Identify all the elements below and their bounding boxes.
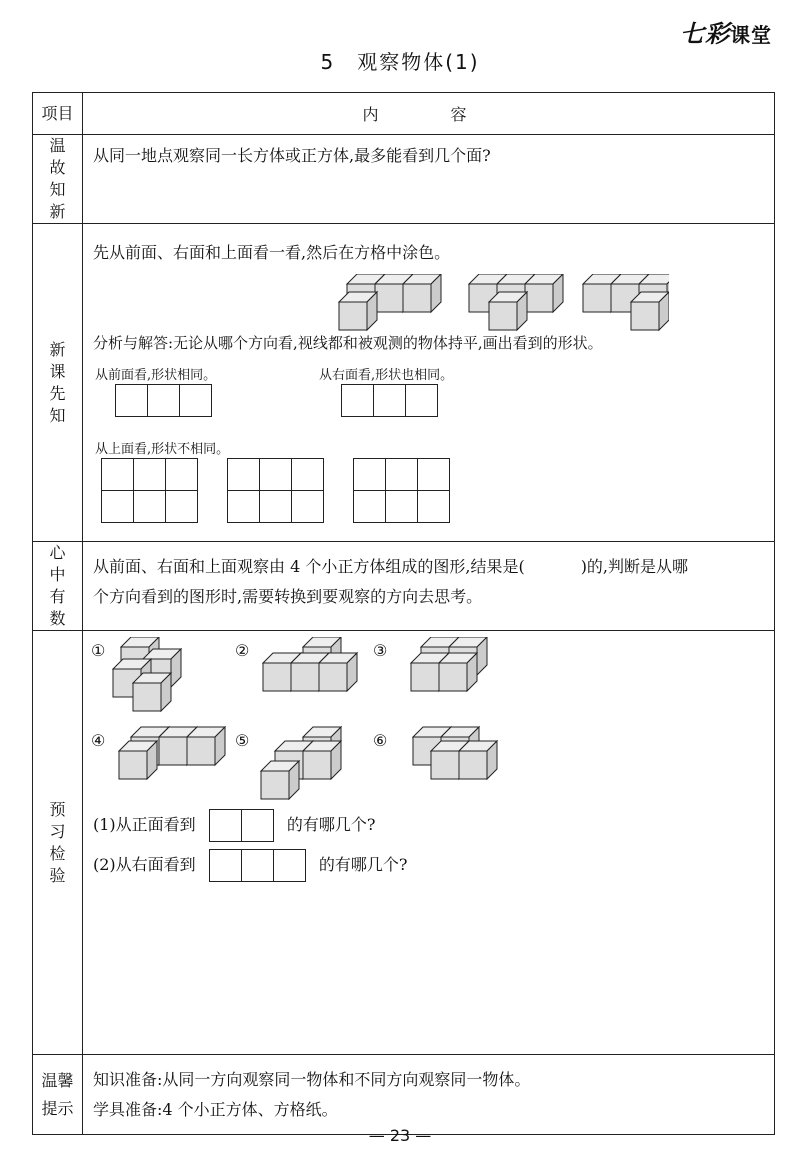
preview-figure-6 bbox=[413, 727, 497, 779]
summary-line-2: 个方向看到的图形时,需要转换到要观察的方向去思考。 bbox=[93, 587, 483, 606]
tips-cell bbox=[83, 1055, 775, 1135]
question-2: (2)从右面看到 的有哪几个? bbox=[93, 849, 407, 882]
right-note: 从右面看,形状也相同。 bbox=[319, 368, 454, 383]
front-note: 从前面看,形状相同。 bbox=[95, 368, 217, 383]
tips-line-1: 知识准备:从同一方向观察同一物体和不同方向观察同一物体。 bbox=[93, 1070, 531, 1089]
analysis-text: 分析与解答:无论从哪个方向看,视线都和被观测的物体持平,画出看到的形状。 bbox=[93, 334, 603, 352]
top-grid-1[interactable] bbox=[101, 458, 198, 523]
summary-cell bbox=[83, 542, 775, 631]
figure-1-number: ① bbox=[91, 641, 106, 660]
example-cube-a bbox=[339, 274, 441, 330]
top-grid-2[interactable] bbox=[227, 458, 324, 523]
right-grid[interactable] bbox=[341, 384, 438, 417]
figure-6-number: ⑥ bbox=[373, 731, 388, 750]
header-item: 项目 bbox=[33, 93, 83, 135]
label-tips: 温馨 提示 bbox=[33, 1055, 83, 1135]
figure-4-number: ④ bbox=[91, 731, 106, 750]
top-grid-3[interactable] bbox=[353, 458, 450, 523]
preview-figure-5 bbox=[261, 727, 341, 799]
review-cell bbox=[83, 135, 775, 224]
header-content: 内 容 bbox=[83, 93, 775, 135]
label-review: 温 故 知 新 bbox=[33, 135, 83, 224]
page-number: — 23 — bbox=[368, 1126, 432, 1145]
example-cube-c bbox=[583, 274, 669, 330]
preview-figure-2 bbox=[263, 637, 357, 691]
preview-cell bbox=[83, 631, 775, 1055]
figure-5-number: ⑤ bbox=[235, 731, 250, 750]
figure-2-number: ② bbox=[235, 641, 250, 660]
review-question: 从同一地点观察同一长方体或正方体,最多能看到几个面? bbox=[93, 146, 491, 165]
question-2-grid bbox=[209, 849, 306, 882]
tips-line-2: 学具准备:4 个小正方体、方格纸。 bbox=[93, 1100, 338, 1119]
instruction-text: 先从前面、右面和上面看一看,然后在方格中涂色。 bbox=[93, 243, 451, 262]
preview-figure-1 bbox=[113, 637, 181, 711]
front-grid[interactable] bbox=[115, 384, 212, 417]
example-cube-b bbox=[469, 274, 563, 330]
lesson-table bbox=[32, 92, 775, 1135]
preview-figures bbox=[103, 637, 503, 807]
question-1-grid bbox=[209, 809, 274, 842]
preview-figure-3 bbox=[411, 637, 487, 691]
brand-logo: 七彩课堂 bbox=[680, 20, 772, 48]
label-new-lesson: 新 课 先 知 bbox=[33, 224, 83, 542]
label-summary: 心 中 有 数 bbox=[33, 542, 83, 631]
label-preview: 预 习 检 验 bbox=[33, 631, 83, 1055]
new-lesson-cell bbox=[83, 224, 775, 542]
summary-line-1: 从前面、右面和上面观察由 4 个小正方体组成的图形,结果是( )的,判断是从哪 bbox=[93, 557, 689, 576]
page-title: 5 观察物体(1) bbox=[320, 50, 480, 74]
example-cubes-figure bbox=[309, 274, 669, 334]
top-note: 从上面看,形状不相同。 bbox=[95, 442, 230, 457]
question-1: (1)从正面看到 的有哪几个? bbox=[93, 809, 375, 842]
figure-3-number: ③ bbox=[373, 641, 388, 660]
preview-figure-4 bbox=[119, 727, 225, 779]
